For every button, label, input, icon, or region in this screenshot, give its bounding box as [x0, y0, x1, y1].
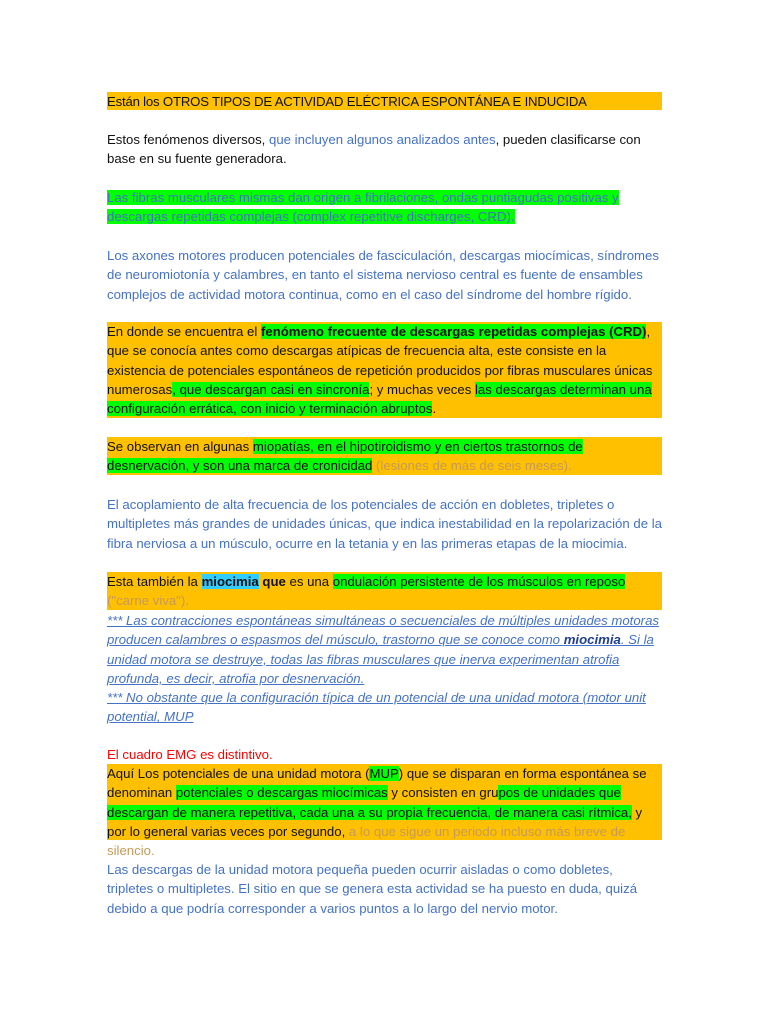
p8-text-c: ) que se disparan en forma espontánea: [398, 766, 629, 781]
paragraph-motor-axons: [107, 246, 662, 304]
heading-block: [107, 92, 662, 110]
p8-text-a: Aquí Los potenciales de una unidad motora (: [107, 766, 370, 781]
p1-text-c: , pueden clasificarse con base en su fuente generadora.: [107, 132, 641, 167]
note1-text-c: . Si la unidad motora se destruye, todas las fibras musculares que inerva experimentan atrofia profunda, es decir, atrofia por desnervación.: [107, 632, 654, 686]
p1-text-a: Estos fenómenos diversos,: [107, 132, 269, 147]
paragraph-emg: [107, 764, 662, 859]
p5-text-b: miopatías, en el hipotiroidismo y en ciertos trastornos de desnervación, y son una marca de cronicidad: [107, 439, 583, 474]
note-contractions[interactable]: [107, 611, 662, 688]
p6-text: El acoplamiento de alta frecuencia de los potenciales de acción en dobletes, tripletes o multipletes más grandes de unidades únicas, que indica inestabilidad en la repolarización de la fibra nerviosa a un músculo, ocurre en la tetania y en las primeras etapas de la miocimia.: [107, 497, 662, 551]
p8-text-d: se denominan: [107, 766, 647, 801]
p4-text-g: .: [432, 401, 437, 417]
paragraph-muscle-fibers: [107, 188, 662, 227]
p7-text-f: ("carne viva").: [107, 593, 189, 609]
p3-text: Los axones motores producen potenciales de fasciculación, descargas miocímicas, síndromes de neuromiotonía y calambres, en tanto el sistema nervioso central es fuente de ensambles complejos de actividad motora continua, como en el caso del síndrome del hombre rígido.: [107, 248, 659, 302]
emg-heading: [107, 745, 662, 764]
note1-text-b: miocimia: [563, 632, 621, 648]
paragraph-small-units: [107, 860, 662, 918]
p4-text-a: En donde se encuentra el: [107, 324, 261, 339]
p8-text-e: potenciales o descargas miocímicas: [175, 785, 388, 801]
paragraph-crd: [107, 322, 662, 418]
p7-text-b: miocimia: [201, 574, 259, 589]
p4-text-c: , que se conocía antes como descargas atípicas de frecuencia alta, este consiste en la existencia de potenciales espontáneos de repetición producidos por fibras musculares únicas numerosas: [107, 324, 653, 397]
p9-text: Las descargas de la unidad motora pequeña pueden ocurrir aisladas o como dobletes, tripletes o multipletes. El sitio en que se genera esta actividad se ha puesto en duda, quizá debido a que podría corresponder a varios puntos a lo largo del nervio motor.: [107, 862, 638, 916]
p8-text-b: MUP: [369, 766, 399, 781]
p1-text-b: que incluyen algunos analizados antes: [269, 132, 496, 147]
p7-text-c: que: [258, 574, 286, 589]
paragraph-myopathies: [107, 437, 662, 475]
note-mup[interactable]: [107, 688, 662, 727]
p8-text-f: y consisten en gru: [387, 785, 499, 801]
paragraph-coupling: [107, 495, 662, 553]
paragraph-myokymia: [107, 572, 662, 610]
heading-title: Están los OTROS TIPOS DE ACTIVIDAD ELÉCTRICA ESPONTÁNEA E INDUCIDA: [107, 94, 587, 109]
p8-text-g: pos de unidades que descargan de manera repetitiva, cada una a su propia frecuencia, de manera casi rítmica,: [107, 785, 632, 820]
p7-text-d: es una: [285, 574, 333, 589]
paragraph-sources: [107, 130, 662, 169]
p4-text-b: fenómeno frecuente de descargas repetidas complejas (CRD): [260, 324, 647, 339]
p5-text-a: Se observan en algunas: [107, 439, 253, 454]
p2-text: Las fibras musculares mismas dan origen a fibrilaciones, ondas puntiagudas positivas y descargas repetidas complejas (complex repetitive discharges, CRD).: [107, 190, 619, 225]
p4-text-e: ; y muchas veces: [369, 381, 475, 397]
emg-title-text: El cuadro EMG es distintivo.: [107, 747, 273, 762]
note1-text-a: *** Las contracciones espontáneas simultáneas o secuenciales de múltiples unidades motoras producen calambres o espasmos del músculo, trastorno que se conoce como: [107, 613, 660, 648]
p5-text-c: (lesiones de más de seis meses).: [372, 458, 572, 474]
p8-text-h: y por lo general varias veces por segundo,: [107, 804, 643, 839]
p4-text-d: , que descargan casi en sincronía: [172, 381, 370, 397]
p7-text-a: Esta también la: [107, 574, 202, 589]
p7-text-e: ondulación persistente de los músculos en reposo: [332, 574, 626, 589]
p4-text-f: las descargas determinan una configuración errática, con inicio y terminación abruptos: [107, 381, 652, 417]
note2-text: *** No obstante que la configuración típica de un potencial de una unidad motora (motor unit potential, MUP: [107, 690, 646, 725]
p8-text-i: a lo que sigue un periodo incluso más breve de silencio.: [107, 823, 626, 859]
